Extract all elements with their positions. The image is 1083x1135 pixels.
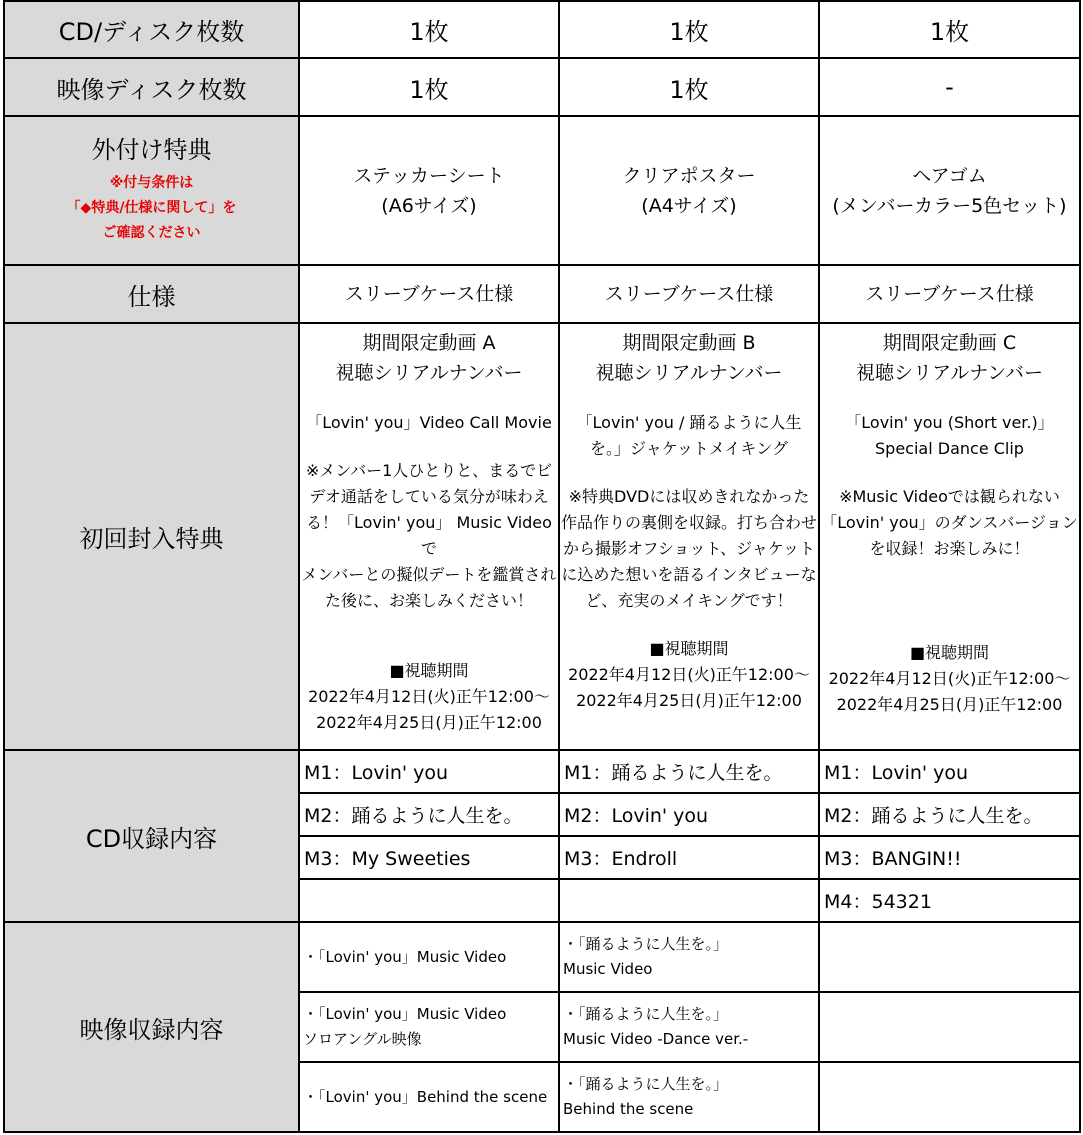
cd-track-a-3: M3：My Sweeties xyxy=(299,836,559,879)
external-bonus-b-line1: クリアポスター xyxy=(622,164,756,187)
video-a-2 xyxy=(299,992,559,1062)
spec-header: 仕様 xyxy=(4,265,299,323)
bonus-c-content1: 「Lovin' you (Short ver.)」 xyxy=(845,413,1054,432)
cd-track-row-1 xyxy=(4,750,1080,793)
bonus-b-content1: 「Lovin' you / 踊るように人生 xyxy=(576,413,802,432)
disc-count-c: 1枚 xyxy=(819,1,1080,58)
bonus-a-period-end: 2022年4月25日(月)正午12:00 xyxy=(316,713,542,732)
video-a-2-l2: ソロアングル映像 xyxy=(303,1030,422,1048)
video-b-1-l1: ・「踊るように人生を。」 xyxy=(563,935,729,953)
product-spec-table xyxy=(3,0,1081,1133)
video-b-2 xyxy=(559,992,819,1062)
video-disc-count-b: 1枚 xyxy=(559,58,819,116)
disc-count-header: CD/ディスク枚数 xyxy=(4,1,299,58)
external-bonus-b-line2: (A4サイズ) xyxy=(641,194,737,217)
bonus-a-desc5: た後に、お楽しみください！ xyxy=(324,591,533,610)
bonus-b-desc4: に込めた想いを語るインタビューな xyxy=(561,565,817,584)
video-b-3 xyxy=(559,1062,819,1132)
external-bonus-c xyxy=(819,116,1080,265)
bonus-b-content2: を。」ジャケットメイキング xyxy=(590,439,788,458)
bonus-a-content1: 「Lovin' you」Video Call Movie xyxy=(306,413,552,432)
bonus-c-content2: Special Dance Clip xyxy=(875,439,1024,458)
cd-tracks-header: CD収録内容 xyxy=(4,750,299,922)
video-disc-count-header: 映像ディスク枚数 xyxy=(4,58,299,116)
external-bonus-title: 外付け特典 xyxy=(91,136,212,164)
bonus-b-period-start: 2022年4月12日(火)正午12:00～ xyxy=(568,665,810,684)
first-bonus-b xyxy=(559,323,819,750)
bonus-b-period-end: 2022年4月25日(月)正午12:00 xyxy=(576,691,802,710)
bonus-a-title1: 期間限定動画 A xyxy=(362,332,496,354)
bonus-c-title1: 期間限定動画 C xyxy=(882,332,1017,354)
disc-count-a: 1枚 xyxy=(299,1,559,58)
bonus-c-period-end: 2022年4月25日(月)正午12:00 xyxy=(836,695,1063,714)
bonus-a-period-start: 2022年4月12日(火)正午12:00～ xyxy=(308,687,550,706)
first-bonus-a xyxy=(299,323,559,750)
disc-count-row xyxy=(4,1,1080,58)
cd-track-b-1: M1：踊るように人生を。 xyxy=(559,750,819,793)
cd-track-b-3: M3：Endroll xyxy=(559,836,819,879)
cd-track-c-4: M4：54321 xyxy=(819,879,1080,922)
first-bonus-header: 初回封入特典 xyxy=(4,323,299,750)
video-c-2 xyxy=(819,992,1080,1062)
video-disc-count-a: 1枚 xyxy=(299,58,559,116)
cd-track-a-4 xyxy=(299,879,559,922)
spec-row xyxy=(4,265,1080,323)
external-bonus-a-line2: (A6サイズ) xyxy=(381,194,477,217)
video-a-1 xyxy=(299,922,559,992)
bonus-c-desc1: ※Music Videoでは観られない xyxy=(839,487,1060,506)
bonus-b-desc2: 作品作りの裏側を収録。打ち合わせ xyxy=(560,513,817,532)
bonus-c-desc3: を収録！お楽しみに！ xyxy=(869,539,1030,558)
bonus-a-period-label: ■視聴期間 xyxy=(389,661,469,680)
bonus-c-title2: 視聴シリアルナンバー xyxy=(856,362,1043,384)
video-content-header: 映像収録内容 xyxy=(4,922,299,1132)
video-a-3-l1: ・「Lovin' you」Behind the scene xyxy=(303,1087,548,1106)
video-b-3-l1: ・「踊るように人生を。」 xyxy=(563,1075,729,1093)
video-c-1 xyxy=(819,922,1080,992)
bonus-c-desc2: 「Lovin' you」のダンスバージョン xyxy=(821,513,1078,532)
bonus-b-desc5: ど、充実のメイキングです！ xyxy=(585,591,793,610)
spec-b: スリーブケース仕様 xyxy=(559,265,819,323)
bonus-a-desc3: る！「Lovin' you」 Music Videoで xyxy=(306,513,552,558)
bonus-b-title2: 視聴シリアルナンバー xyxy=(595,362,783,384)
video-b-1 xyxy=(559,922,819,992)
video-b-1-l2: Music Video xyxy=(563,960,653,978)
external-bonus-a xyxy=(299,116,559,265)
disc-count-b: 1枚 xyxy=(559,1,819,58)
bonus-b-period-label: ■視聴期間 xyxy=(649,639,729,658)
cd-track-c-3: M3：BANGIN!! xyxy=(819,836,1080,879)
bonus-b-title1: 期間限定動画 B xyxy=(622,332,756,354)
bonus-b-desc1: ※特典DVDには収めきれなかった xyxy=(568,487,810,506)
external-bonus-c-line1: ヘアゴム xyxy=(912,164,987,187)
video-b-2-l2: Music Video -Dance ver.- xyxy=(563,1030,749,1048)
external-bonus-row xyxy=(4,116,1080,265)
external-bonus-c-line2: (メンバーカラー5色セット) xyxy=(832,194,1067,217)
external-bonus-header xyxy=(4,116,299,265)
video-a-1-l1: ・「Lovin' you」Music Video xyxy=(303,947,507,966)
external-bonus-a-line1: ステッカーシート xyxy=(353,164,505,187)
cd-track-b-4 xyxy=(559,879,819,922)
bonus-a-desc4: メンバーとの擬似デートを鑑賞され xyxy=(301,565,557,584)
cd-track-c-1: M1：Lovin' you xyxy=(819,750,1080,793)
bonus-b-desc3: から撮影オフショット、ジャケット xyxy=(562,539,815,558)
cd-track-a-2: M2：踊るように人生を。 xyxy=(299,793,559,836)
bonus-c-period-label: ■視聴期間 xyxy=(909,643,990,662)
spec-a: スリーブケース仕様 xyxy=(299,265,559,323)
bonus-a-desc1: ※メンバー1人ひとりと、まるでビ xyxy=(305,461,553,480)
spec-c: スリーブケース仕様 xyxy=(819,265,1080,323)
bonus-note-line1: ※付与条件は xyxy=(109,175,194,191)
video-row-1 xyxy=(4,922,1080,992)
video-a-2-l1: ・「Lovin' you」Music Video xyxy=(303,1005,507,1023)
bonus-c-period-start: 2022年4月12日(火)正午12:00～ xyxy=(828,669,1071,688)
video-b-2-l1: ・「踊るように人生を。」 xyxy=(563,1005,729,1023)
bonus-a-title2: 視聴シリアルナンバー xyxy=(335,362,523,384)
first-bonus-row xyxy=(4,323,1080,750)
bonus-note-line2: 「◆特典/仕様に関して」を xyxy=(66,200,237,216)
external-bonus-b xyxy=(559,116,819,265)
video-b-3-l2: Behind the scene xyxy=(563,1100,694,1118)
bonus-a-desc2: デオ通話をしている気分が味わえ xyxy=(309,487,549,506)
video-disc-count-c: - xyxy=(819,58,1080,116)
cd-track-a-1: M1：Lovin' you xyxy=(299,750,559,793)
video-a-3 xyxy=(299,1062,559,1132)
video-disc-count-row xyxy=(4,58,1080,116)
cd-track-c-2: M2：踊るように人生を。 xyxy=(819,793,1080,836)
cd-track-b-2: M2：Lovin' you xyxy=(559,793,819,836)
bonus-note-line3: ご確認ください xyxy=(102,225,201,241)
first-bonus-c xyxy=(819,323,1080,750)
video-c-3 xyxy=(819,1062,1080,1132)
